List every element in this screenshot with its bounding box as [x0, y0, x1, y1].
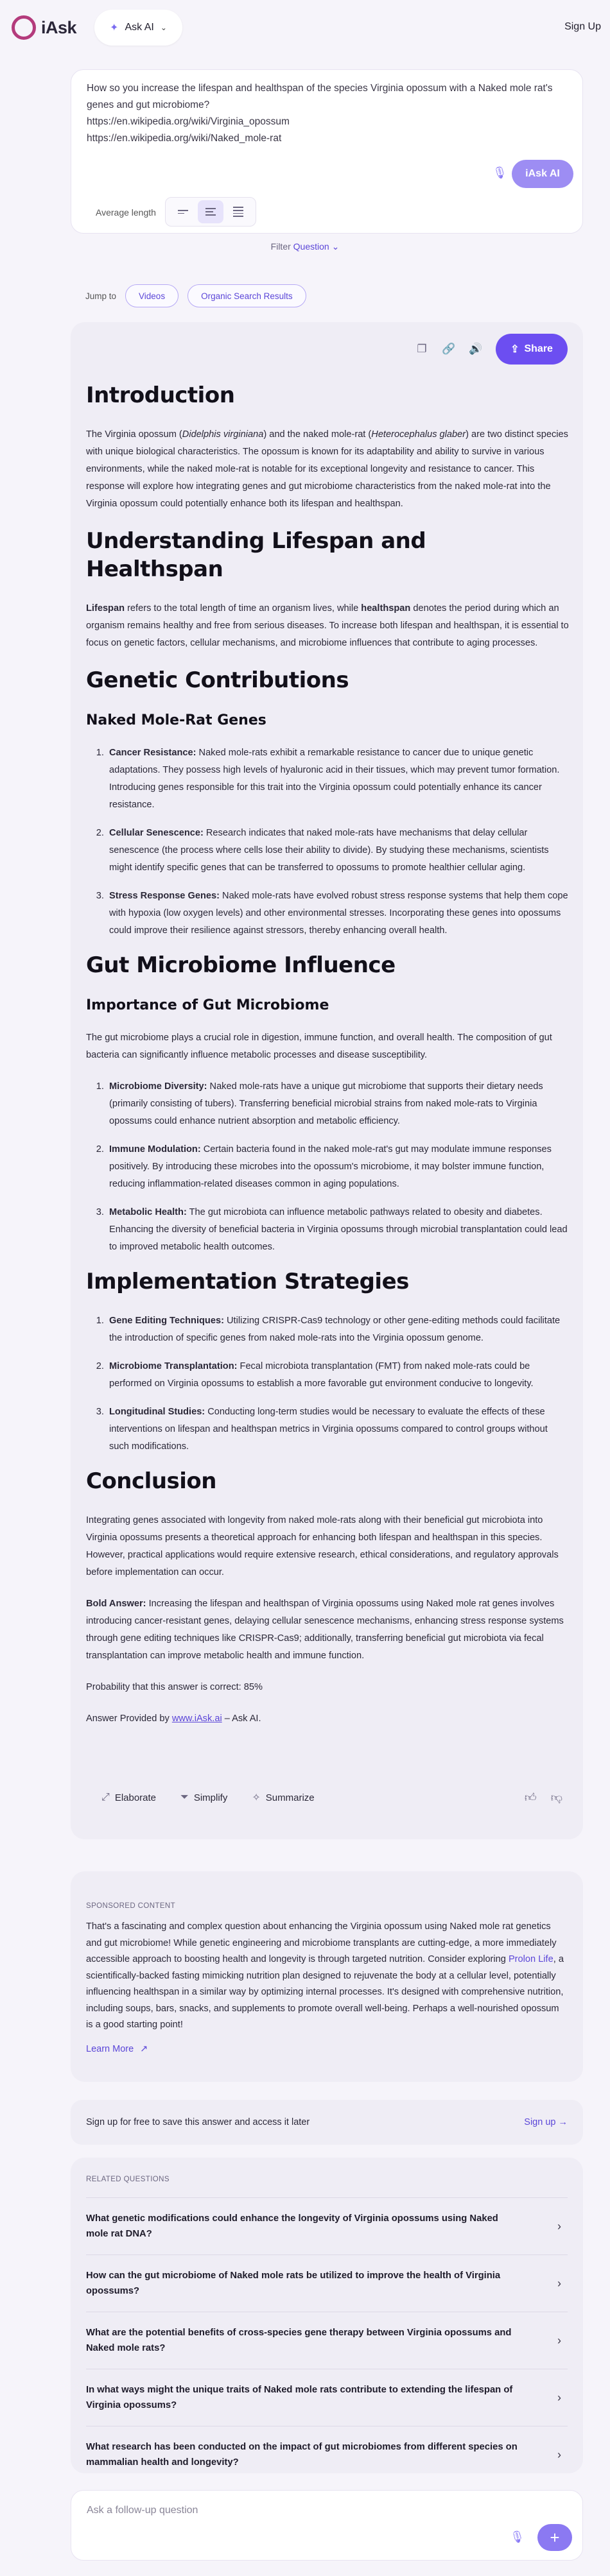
microphone-icon[interactable]: 🎙 [492, 166, 507, 179]
related-question-text: What genetic modifications could enhance the longevity of Virginia opossums using Naked mole rat DNA? [86, 2213, 498, 2239]
sponsored-card [71, 1871, 583, 2082]
chevron-right-icon: › [557, 2276, 561, 2290]
medium-lines-icon [205, 208, 216, 215]
related-label: RELATED QUESTIONS [86, 2176, 170, 2183]
heading-introduction: Introduction [86, 382, 235, 408]
list-item: 2. Cellular Senescence: Research indicates that naked mole-rats have mechanisms that delay cellular senescence (the process where cells lose their ability to divide). By studying these mechanisms, scientists might identify specific genes that can be transferred to opossums to promote healthier cellular aging. [107, 825, 569, 877]
subheading-importance: Importance of Gut Microbiome [86, 997, 329, 1013]
list-item: 3. Longitudinal Studies: Conducting long-term studies would be necessary to evaluate the effects of these interventions on lifespan and healthspan metrics in Virginia opossums compared to control groups without such modifications. [107, 1404, 569, 1455]
elaborate-button[interactable] [86, 1792, 156, 1803]
elaborate-label: Elaborate [114, 1792, 157, 1803]
thumbs-down-icon[interactable]: 👎︎ [550, 1791, 562, 1804]
chevron-right-icon: › [557, 2333, 561, 2347]
chevron-right-icon: › [557, 2448, 561, 2461]
list-item: 3. Metabolic Health: The gut microbiota can influence metabolic pathways related to obesity and diabetes. Enhancing the diversity of beneficial bacteria in Virginia opossums through microbial transplantation could lead to improved metabolic health outcomes. [107, 1204, 569, 1256]
related-question-item[interactable] [86, 2369, 568, 2426]
question-text: How so you increase the lifespan and healthspan of the species Virginia opossum with a Naked mole rat's genes and gut microbiome? [87, 83, 555, 110]
summarize-button[interactable] [252, 1791, 314, 1804]
question-link-2: https://en.wikipedia.org/wiki/Naked_mole-rat [87, 133, 282, 144]
related-question-item[interactable] [86, 2312, 568, 2369]
followup-input[interactable]: Ask a follow-up question [87, 2505, 198, 2516]
subheading-nmr-genes: Naked Mole-Rat Genes [86, 712, 266, 728]
heading-implementation: Implementation Strategies [86, 1269, 409, 1294]
jump-to-bar [85, 284, 306, 307]
sponsored-text: That's a fascinating and complex question about enhancing the Virginia opossum using Naked mole rat genetics and gut microbiome! While genetic engineering and microbiome transplants are cutting-edge, a more immediately accessible approach to boosting health and longevity is through targeted nutrition. Consider exploring Prolon Life, a scientifically-backed fasting mimicking nutrition plan designed to rejuvenate the body at a cellular level, potentially influencing healthspan in a similar way by optimizing internal processes. It's designed with comprehensive nutrition, including soups, bars, snacks, and supplements to promote overall well-being. Perhaps a well-nourished opossum is a good starting point! [86, 1921, 564, 2030]
link-icon[interactable]: 🔗 [442, 343, 456, 355]
followup-card [71, 2490, 583, 2561]
model-selector[interactable] [94, 10, 182, 46]
expand-icon: ⤢ [101, 1792, 110, 1803]
lifespan-paragraph: Lifespan refers to the total length of time an organism lives, while healthspan denotes the period during which an organism remains healthy and free from serious diseases. To increase both lifespan and healthspan, it is essential to focus on genetic factors, cellular mechanisms, and microbiome influences that contribute to aging processes. [86, 603, 569, 648]
logo-ring-icon [12, 15, 36, 40]
bold-answer-paragraph: Bold Answer: Increasing the lifespan and healthspan of Virginia opossums using Naked mole rat genes involves introducing cancer-resistant genes, delaying cellular senescence mechanisms, enhancing stress response systems through gene editing techniques like CRISPR-Cas9; additionally, transferring beneficial gut microbiota via fecal transplantation can improve metabolic health and immune function. [86, 1599, 564, 1661]
length-long-option[interactable] [225, 200, 251, 223]
related-question-item[interactable] [86, 2426, 568, 2483]
answer-actions [86, 1790, 569, 1805]
answer-card [71, 322, 583, 1839]
short-lines-icon [178, 210, 188, 214]
long-lines-icon [233, 207, 243, 217]
simplify-label: Simplify [193, 1792, 228, 1803]
related-question-item[interactable] [86, 2197, 568, 2254]
copy-icon[interactable]: ❐ [417, 343, 427, 355]
share-icon: ⇪ [510, 344, 519, 355]
implementation-list [86, 1312, 569, 1455]
external-arrow-icon: ↗ [140, 2043, 148, 2054]
related-question-text: How can the gut microbiome of Naked mole rats be utilized to improve the health of Virginia opossums? [86, 2271, 501, 2296]
answer-content [86, 381, 569, 1742]
thumbs-up-icon[interactable]: 👍︎ [524, 1791, 537, 1804]
question-card [71, 69, 583, 234]
heading-lifespan: Understanding Lifespan and Healthspan [86, 528, 426, 582]
probability-text: Probability that this answer is correct: 85% [86, 1682, 263, 1692]
chevron-down-icon: ⌄ [160, 23, 167, 32]
chevron-right-icon: › [557, 2391, 561, 2404]
chevron-right-icon: › [557, 2219, 561, 2233]
learn-more-label: Learn More [86, 2043, 134, 2054]
speaker-icon[interactable]: 🔊 [469, 343, 483, 355]
sparkle-icon: ✧ [252, 1792, 261, 1803]
genetic-list [86, 744, 569, 940]
intro-paragraph: The Virginia opossum (Didelphis virginiana) and the naked mole-rat (Heterocephalus glaber) are two distinct species with unique biological characteristics. The opossum is known for its adaptability and ability to survive in various environments, while the naked mole-rat is notable for its exceptional longevity and resistance to cancer. This response will explore how integrating genes and gut microbiome characteristics from the naked mole-rat into the Virginia opossum could potentially enhance both its lifespan and healthspan. [86, 429, 568, 509]
filter-control[interactable] [0, 241, 610, 252]
signup-text: Sign up for free to save this answer and access it later [86, 2117, 310, 2127]
funnel-icon: ⏷ [180, 1792, 189, 1803]
answer-toolbar [415, 334, 568, 365]
jump-organic-results-pill[interactable]: Organic Search Results [187, 284, 306, 307]
related-questions-card [71, 2158, 583, 2473]
summarize-label: Summarize [265, 1792, 315, 1803]
sign-up-link[interactable]: Sign Up [564, 21, 601, 32]
microphone-icon[interactable]: 🎙 [510, 2530, 525, 2543]
conclusion-paragraph: Integrating genes associated with longevity from naked mole-rats along with their beneficial gut microbiota into Virginia opossums presents a theoretical approach for enhancing both lifespan and healthspan in this species. However, practical applications would require extensive research, ethical considerations, and regulatory approvals before implementation can occur. [86, 1515, 559, 1577]
ask-ai-button[interactable]: iAsk AI [512, 160, 573, 188]
jump-label: Jump to [85, 291, 117, 301]
question-input[interactable] [87, 80, 555, 147]
microbiome-list [86, 1078, 569, 1256]
list-item: 2. Immune Modulation: Certain bacteria found in the naked mole-rat's gut may modulate immune responses positively. By introducing these microbes into the opossum's microbiome, it may bolster immune function, reducing inflammation-related diseases common in aging populations. [107, 1141, 569, 1193]
simplify-button[interactable] [180, 1792, 227, 1803]
related-question-text: What research has been conducted on the impact of gut microbiomes from different species on mammalian health and longevity? [86, 2442, 518, 2468]
length-medium-option[interactable] [198, 200, 223, 223]
heading-conclusion: Conclusion [86, 1468, 216, 1494]
iask-link[interactable]: www.iAsk.ai [171, 1713, 222, 1724]
length-short-option[interactable] [170, 200, 196, 223]
sparkle-icon: ✦ [110, 22, 119, 33]
followup-submit-button[interactable]: + [537, 2524, 572, 2551]
logo-text: iAsk [41, 17, 77, 37]
signup-link[interactable]: Sign up → [524, 2117, 568, 2127]
length-selector [165, 197, 256, 227]
list-item: 1. Gene Editing Techniques: Utilizing CRISPR-Cas9 technology or other gene-editing methods could facilitate the introduction of specific genes from naked mole-rats into the Virginia opossum genome. [107, 1312, 569, 1347]
list-item: 2. Microbiome Transplantation: Fecal microbiota transplantation (FMT) from naked mole-rats could be performed on Virginia opossums to establish a more favorable gut environment conducive to longevity. [107, 1358, 569, 1393]
prolon-link[interactable]: Prolon Life [508, 1954, 553, 1964]
chevron-down-icon: ⌄ [331, 241, 340, 252]
filter-label: Filter [270, 241, 291, 252]
logo[interactable] [12, 15, 76, 40]
sponsored-label: SPONSORED CONTENT [86, 1902, 176, 1910]
share-button[interactable] [496, 334, 568, 365]
microbiome-paragraph: The gut microbiome plays a crucial role in digestion, immune function, and overall health. The composition of gut bacteria can significantly influence metabolic processes and disease susceptibility. [86, 1033, 552, 1060]
list-item: 3. Stress Response Genes: Naked mole-rats have evolved robust stress response systems that help them cope with hypoxia (low oxygen levels) and other environmental stresses. Incorporating these genes into opossums could improve their resilience against stressors, thereby enhancing overall health. [107, 888, 569, 940]
question-link-1: https://en.wikipedia.org/wiki/Virginia_opossum [87, 116, 290, 127]
filter-value: Question [293, 241, 329, 252]
top-bar [0, 0, 610, 55]
learn-more-link[interactable] [86, 2044, 568, 2054]
model-label: Ask AI [125, 22, 154, 33]
heading-genetic: Genetic Contributions [86, 667, 349, 693]
list-item: 1. Cancer Resistance: Naked mole-rats exhibit a remarkable resistance to cancer due to unique genetic adaptations. They possess high levels of hyaluronic acid in their tissues, which may prevent tumor formation. Introducing genes responsible for this trait into the Virginia opossum could potentially enhance its cancer resistance. [107, 744, 569, 814]
average-length-label: Average length [96, 207, 156, 218]
jump-videos-pill[interactable]: Videos [125, 284, 179, 307]
provided-by-text: Answer Provided by www.iAsk.ai – Ask AI. [86, 1713, 261, 1724]
heading-gut-microbiome: Gut Microbiome Influence [86, 952, 396, 978]
signup-card [71, 2100, 583, 2145]
list-item: 1. Microbiome Diversity: Naked mole-rats have a unique gut microbiome that supports their dietary needs (primarily consisting of tubers). Transferring beneficial microbial strains from naked mole-rats to Virginia opossums could enhance nutrient absorption and metabolic efficiency. [107, 1078, 569, 1130]
share-label: Share [524, 343, 553, 354]
related-question-text: In what ways might the unique traits of Naked mole rats contribute to extending the lifespan of Virginia opossums? [86, 2385, 513, 2410]
feedback-group [525, 1790, 562, 1805]
related-question-item[interactable] [86, 2254, 568, 2312]
related-question-text: What are the potential benefits of cross-species gene therapy between Virginia opossums and Naked mole rats? [86, 2328, 512, 2353]
